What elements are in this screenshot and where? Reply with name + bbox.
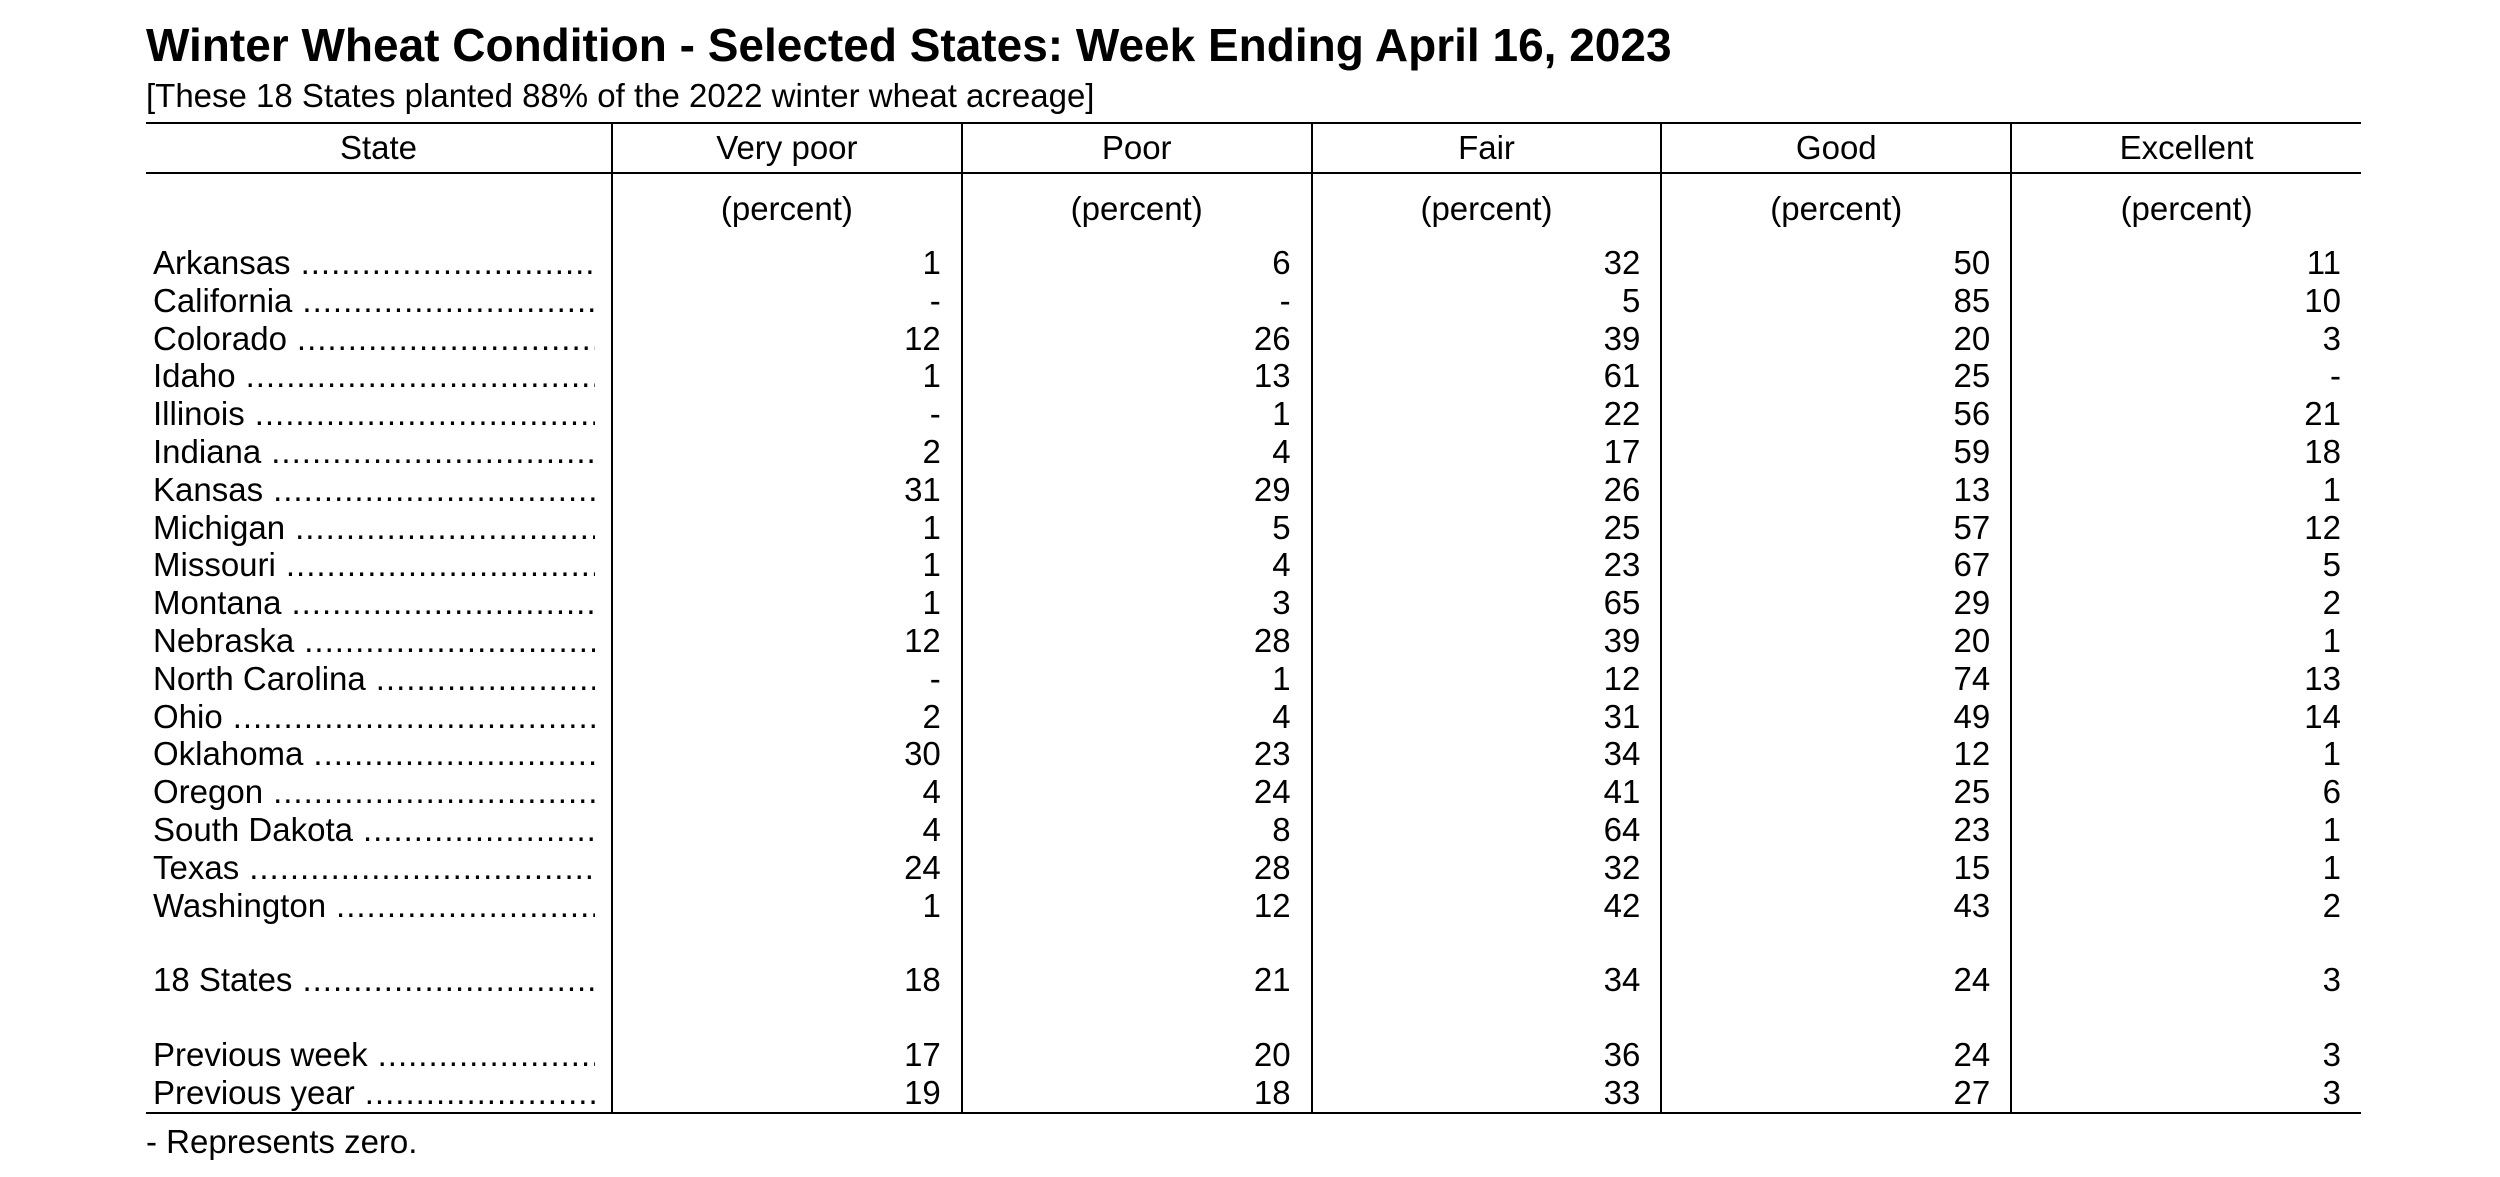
units-cell: (percent) [962, 173, 1312, 244]
value-cell-excellent: 18 [2011, 433, 2361, 471]
state-cell [146, 1074, 612, 1113]
value-cell-fair: 31 [1312, 698, 1662, 736]
value-cell-fair: 32 [1312, 849, 1662, 887]
value-cell-fair: 34 [1312, 735, 1662, 773]
state-cell [146, 320, 612, 358]
table-row [146, 584, 2361, 622]
state-name: California [153, 281, 293, 319]
spacer-cell [612, 999, 962, 1036]
value-cell-excellent: 3 [2011, 1036, 2361, 1074]
page-subtitle: [These 18 States planted 88% of the 2022 winter wheat acreage] [146, 77, 1095, 114]
state-cell [146, 1036, 612, 1074]
state-cell [146, 584, 612, 622]
value-cell-poor: 18 [962, 1074, 1312, 1113]
state-cell [146, 282, 612, 320]
value-cell-good: 23 [1661, 811, 2011, 849]
value-cell-very-poor: 2 [612, 698, 962, 736]
value-cell-very-poor: 4 [612, 773, 962, 811]
spacer-row [146, 924, 2361, 961]
value-cell-excellent: - [2011, 357, 2361, 395]
value-cell-good: 12 [1661, 735, 2011, 773]
units-cell: (percent) [612, 173, 962, 244]
report-page [146, 14, 2361, 1162]
dot-leader [378, 1036, 595, 1074]
value-cell-very-poor: 12 [612, 622, 962, 660]
table-row [146, 735, 2361, 773]
value-cell-fair: 65 [1312, 584, 1662, 622]
value-cell-fair: 33 [1312, 1074, 1662, 1113]
value-cell-good: 20 [1661, 622, 2011, 660]
value-cell-excellent: 14 [2011, 698, 2361, 736]
table-row [146, 471, 2361, 509]
dot-leader [297, 320, 595, 358]
state-name: Montana [153, 584, 282, 622]
table-row [146, 509, 2361, 547]
dot-leader [246, 357, 595, 395]
value-cell-very-poor: 2 [612, 433, 962, 471]
value-cell-good: 25 [1661, 357, 2011, 395]
value-cell-fair: 17 [1312, 433, 1662, 471]
column-header-fair: Fair [1312, 123, 1662, 173]
value-cell-very-poor: 18 [612, 961, 962, 999]
value-cell-excellent: 12 [2011, 509, 2361, 547]
value-cell-good: 74 [1661, 660, 2011, 698]
state-name: South Dakota [153, 810, 353, 848]
value-cell-poor: 29 [962, 471, 1312, 509]
state-name: Texas [153, 848, 240, 886]
state-name: Indiana [153, 432, 262, 470]
table-row [146, 660, 2361, 698]
total-row [146, 961, 2361, 999]
value-cell-excellent: 5 [2011, 546, 2361, 584]
dot-leader [304, 622, 595, 660]
value-cell-good: 59 [1661, 433, 2011, 471]
value-cell-good: 85 [1661, 282, 2011, 320]
value-cell-very-poor: 1 [612, 584, 962, 622]
value-cell-fair: 25 [1312, 509, 1662, 547]
value-cell-excellent: 1 [2011, 849, 2361, 887]
page-title: Winter Wheat Condition - Selected States: Week Ending April 16, 2023 [146, 19, 1672, 71]
value-cell-poor: 1 [962, 395, 1312, 433]
value-cell-excellent: 1 [2011, 811, 2361, 849]
spacer-cell [1312, 999, 1662, 1036]
value-cell-poor: 28 [962, 622, 1312, 660]
value-cell-poor: 21 [962, 961, 1312, 999]
table-row [146, 887, 2361, 925]
value-cell-fair: 22 [1312, 395, 1662, 433]
state-name: Illinois [153, 395, 245, 433]
dot-leader [336, 887, 595, 925]
value-cell-very-poor: 17 [612, 1036, 962, 1074]
value-cell-poor: 8 [962, 811, 1312, 849]
table-row [146, 320, 2361, 358]
column-header-very-poor: Very poor [612, 123, 962, 173]
value-cell-very-poor: 4 [612, 811, 962, 849]
state-name: Missouri [153, 546, 276, 584]
value-cell-excellent: 3 [2011, 320, 2361, 358]
state-cell [146, 773, 612, 811]
value-cell-good: 49 [1661, 698, 2011, 736]
column-header-excellent: Excellent [2011, 123, 2361, 173]
value-cell-excellent: 1 [2011, 622, 2361, 660]
value-cell-excellent: 11 [2011, 244, 2361, 282]
value-cell-fair: 64 [1312, 811, 1662, 849]
units-row [146, 173, 2361, 244]
state-cell [146, 660, 612, 698]
state-cell [146, 546, 612, 584]
state-name: 18 States [153, 961, 293, 999]
value-cell-excellent: 2 [2011, 887, 2361, 925]
units-cell: (percent) [1312, 173, 1662, 244]
previous-week-row [146, 1036, 2361, 1074]
state-cell [146, 509, 612, 547]
value-cell-fair: 39 [1312, 622, 1662, 660]
value-cell-poor: 28 [962, 849, 1312, 887]
value-cell-fair: 41 [1312, 773, 1662, 811]
state-cell [146, 849, 612, 887]
value-cell-fair: 5 [1312, 282, 1662, 320]
state-name: Oregon [153, 773, 264, 811]
table-row [146, 698, 2361, 736]
spacer-cell [962, 924, 1312, 961]
spacer-cell [1661, 999, 2011, 1036]
value-cell-fair: 34 [1312, 961, 1662, 999]
column-header-good: Good [1661, 123, 2011, 173]
value-cell-very-poor: - [612, 395, 962, 433]
value-cell-excellent: 3 [2011, 961, 2361, 999]
column-header-poor: Poor [962, 123, 1312, 173]
value-cell-good: 43 [1661, 887, 2011, 925]
state-cell [146, 622, 612, 660]
dot-leader [271, 433, 595, 471]
state-name: Kansas [153, 470, 264, 508]
value-cell-fair: 36 [1312, 1036, 1662, 1074]
spacer-cell [2011, 999, 2361, 1036]
spacer-cell [146, 924, 612, 961]
spacer-row [146, 999, 2361, 1036]
value-cell-good: 25 [1661, 773, 2011, 811]
value-cell-very-poor: 31 [612, 471, 962, 509]
state-name: North Carolina [153, 659, 366, 697]
value-cell-very-poor: 1 [612, 887, 962, 925]
value-cell-excellent: 6 [2011, 773, 2361, 811]
value-cell-very-poor: 24 [612, 849, 962, 887]
dot-leader [302, 282, 595, 320]
value-cell-fair: 61 [1312, 357, 1662, 395]
value-cell-good: 29 [1661, 584, 2011, 622]
state-name: Idaho [153, 357, 236, 395]
spacer-cell [2011, 924, 2361, 961]
value-cell-poor: 6 [962, 244, 1312, 282]
value-cell-fair: 32 [1312, 244, 1662, 282]
dot-leader [313, 735, 595, 773]
spacer-cell [1312, 924, 1662, 961]
value-cell-good: 15 [1661, 849, 2011, 887]
state-name: Previous year [153, 1073, 355, 1111]
value-cell-very-poor: - [612, 282, 962, 320]
state-name: Oklahoma [153, 735, 304, 773]
table-row [146, 622, 2361, 660]
state-name: Arkansas [153, 244, 291, 281]
value-cell-good: 67 [1661, 546, 2011, 584]
spacer-cell [612, 924, 962, 961]
state-name: Ohio [153, 697, 223, 735]
value-cell-very-poor: 1 [612, 509, 962, 547]
dot-leader [295, 509, 595, 547]
value-cell-excellent: 10 [2011, 282, 2361, 320]
table-row [146, 357, 2361, 395]
value-cell-very-poor: 30 [612, 735, 962, 773]
value-cell-excellent: 1 [2011, 735, 2361, 773]
dot-leader [376, 660, 595, 698]
value-cell-fair: 23 [1312, 546, 1662, 584]
table-row [146, 773, 2361, 811]
dot-leader [273, 471, 595, 509]
dot-leader [233, 698, 595, 736]
units-cell: (percent) [1661, 173, 2011, 244]
table-row [146, 395, 2361, 433]
state-name: Nebraska [153, 621, 295, 659]
value-cell-good: 50 [1661, 244, 2011, 282]
value-cell-poor: 1 [962, 660, 1312, 698]
value-cell-poor: 24 [962, 773, 1312, 811]
value-cell-very-poor: 1 [612, 244, 962, 282]
spacer-cell [962, 999, 1312, 1036]
value-cell-very-poor: 1 [612, 546, 962, 584]
value-cell-good: 56 [1661, 395, 2011, 433]
value-cell-fair: 42 [1312, 887, 1662, 925]
units-cell-blank [146, 173, 612, 244]
state-cell [146, 887, 612, 925]
state-cell [146, 244, 612, 282]
value-cell-excellent: 13 [2011, 660, 2361, 698]
value-cell-poor: 4 [962, 698, 1312, 736]
state-cell [146, 735, 612, 773]
value-cell-very-poor: 12 [612, 320, 962, 358]
value-cell-very-poor: 19 [612, 1074, 962, 1113]
table-row [146, 282, 2361, 320]
dot-leader [273, 773, 595, 811]
value-cell-excellent: 21 [2011, 395, 2361, 433]
value-cell-fair: 26 [1312, 471, 1662, 509]
table-row [146, 811, 2361, 849]
value-cell-fair: 12 [1312, 660, 1662, 698]
condition-table [146, 122, 2361, 1114]
header-row [146, 123, 2361, 173]
value-cell-poor: - [962, 282, 1312, 320]
value-cell-poor: 3 [962, 584, 1312, 622]
state-name: Previous week [153, 1036, 368, 1074]
state-name: Washington [153, 886, 327, 924]
table-row [146, 433, 2361, 471]
dot-leader [365, 1074, 595, 1112]
previous-year-row [146, 1074, 2361, 1113]
value-cell-poor: 13 [962, 357, 1312, 395]
value-cell-poor: 12 [962, 887, 1312, 925]
value-cell-poor: 26 [962, 320, 1312, 358]
value-cell-good: 24 [1661, 1036, 2011, 1074]
spacer-cell [146, 999, 612, 1036]
dot-leader [249, 849, 595, 887]
value-cell-poor: 23 [962, 735, 1312, 773]
state-cell [146, 811, 612, 849]
value-cell-poor: 4 [962, 546, 1312, 584]
value-cell-good: 24 [1661, 961, 2011, 999]
footnote: - Represents zero. [146, 1122, 418, 1160]
state-name: Colorado [153, 319, 287, 357]
table-row [146, 849, 2361, 887]
state-cell [146, 698, 612, 736]
state-cell [146, 395, 612, 433]
value-cell-poor: 20 [962, 1036, 1312, 1074]
dot-leader [255, 395, 595, 433]
value-cell-very-poor: 1 [612, 357, 962, 395]
column-header-state: State [146, 123, 612, 173]
value-cell-poor: 4 [962, 433, 1312, 471]
value-cell-excellent: 1 [2011, 471, 2361, 509]
state-cell [146, 961, 612, 999]
value-cell-good: 13 [1661, 471, 2011, 509]
dot-leader [286, 546, 595, 584]
state-name: Michigan [153, 508, 286, 546]
value-cell-good: 27 [1661, 1074, 2011, 1113]
spacer-cell [1661, 924, 2011, 961]
state-cell [146, 357, 612, 395]
value-cell-excellent: 2 [2011, 584, 2361, 622]
state-cell [146, 433, 612, 471]
units-cell: (percent) [2011, 173, 2361, 244]
value-cell-fair: 39 [1312, 320, 1662, 358]
value-cell-excellent: 3 [2011, 1074, 2361, 1113]
value-cell-very-poor: - [612, 660, 962, 698]
state-cell [146, 471, 612, 509]
value-cell-poor: 5 [962, 509, 1312, 547]
value-cell-good: 57 [1661, 509, 2011, 547]
dot-leader [291, 584, 595, 622]
dot-leader [302, 961, 595, 999]
dot-leader [363, 811, 595, 849]
table-row [146, 546, 2361, 584]
value-cell-good: 20 [1661, 320, 2011, 358]
dot-leader [301, 244, 595, 282]
table-row [146, 244, 2361, 282]
